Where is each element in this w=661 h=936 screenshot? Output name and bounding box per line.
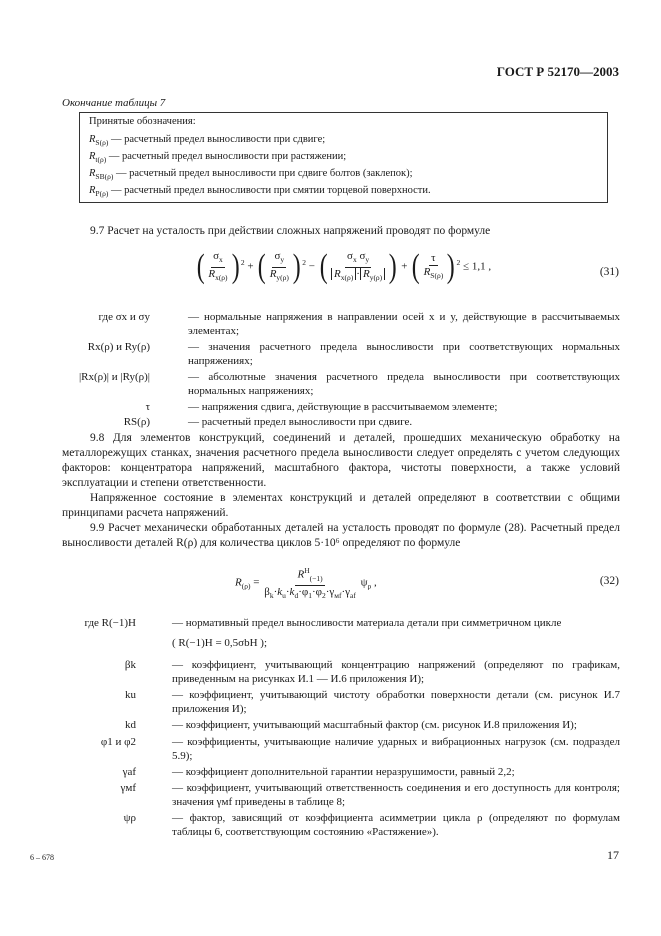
definition-row: γaf — коэффициент дополнительной гарантии неразрушимости, равный 2,2; (122, 766, 515, 778)
definition-row: φ1 и φ2 — коэффициенты, учитывающие наличие ударных и вибрационных нагрузок (см. подраздел 5.9); (100, 736, 620, 762)
document-id: ГОСТ Р 52170—2003 (496, 64, 619, 79)
definition-row: ( R(−1)H = 0,5σbH ); (172, 637, 268, 649)
legend-item: $R_{SB(\rho)}$ — расчетный предел выносливости при сдвиге болтов (заклепок); (89, 168, 413, 182)
legend-title: Принятые обозначения: (89, 116, 196, 127)
paragraph-9-8: 9.8 Для элементов конструкций, соединений и деталей, прошедших механическую обработку на металлорежущих станках, значения расчетного предела выносливости следует определять с учетом следующих факторов: концентратора напряжений, масштабного фактора, чистоты поверхности, а также условий эксплуатации и степени ответственности. (62, 432, 620, 489)
table-caption: Окончание таблицы 7 (62, 97, 166, 109)
equation-number: (31) (599, 266, 619, 278)
definition-row: ψρ — фактор, зависящий от коэффициента асимметрии цикла ρ (определяют по формулам таблицы 6, соответствующим состоянию «Растяжение»). (123, 812, 620, 838)
equation-31-rhs: ≤ 1,1 , (463, 260, 492, 273)
equation-number: (32) (599, 575, 619, 587)
definition-row: kd — коэффициент, учитывающий масштабный фактор (см. рисунок И.8 приложения И); (125, 719, 577, 731)
definition-row: βk — коэффициент, учитывающий концентрацию напряжений (определяют по графикам, приведенным на рисунках И.1 — И.6 приложения И); (124, 659, 620, 685)
legend-item: $R_{P(\rho)}$ — расчетный предел выносливости при смятии торцевой поверхности. (89, 185, 431, 199)
equation-32: $R_{(\rho)}$ = $\frac{R^H_{(-1)}}{\beta_k\cdot k_u\cdot k_d\cdot\varphi_1\cdot\varphi_2\cdot\gamma_{мf}\cdot\gamma_{af}}$ $\psi_\rho$ , (235, 566, 377, 601)
legend-item: $R_{S(\rho)}$ — расчетный предел выносливости при сдвиге; (89, 134, 326, 148)
paragraph-9-9: 9.9 Расчет механически обработанных деталей на усталость проводят по формуле (28). Расчетный предел выносливости деталей R(ρ) для количества циклов 5·10⁶ определяют по формуле (62, 522, 620, 549)
equation-31: ( $\frac{\sigma_x}{R_{x(\rho)}}$ ) $^2$ + ( $\frac{\sigma_y}{R_{y(\rho)}}$ ) $^2$ − ( $\frac{\sigma_x \sigma_y}{R_{x(\rho)} \cdot R_{y(\rho)}}$ ) + ( $\frac{\tau}{R_{S(\rho)}}$ ) $^2$ ≤ 1,1 , (196, 248, 492, 285)
definition-row: Rx(ρ) и Ry(ρ) — значения расчетного предела выносливости при соответствующих нормальных напряжениях; (87, 341, 620, 367)
legend-table (79, 112, 608, 203)
definition-row: |Rx(ρ)| и |Ry(ρ)| — абсолютные значения расчетного предела выносливости при соответствующих нормальных напряжениях; (78, 371, 620, 397)
definition-row: ku — коэффициент, учитывающий чистоту обработки поверхности детали (см. рисунок И.7 приложения И); (125, 689, 620, 715)
definition-row: где R(−1)H — нормативный предел выносливости материала детали при симметричном цикле (84, 617, 562, 629)
definition-row: RS(ρ) — расчетный предел выносливости при сдвиге. (123, 416, 413, 428)
page-number: 17 (607, 848, 619, 862)
footer-print-code: 6 – 678 (30, 853, 54, 862)
paragraph-9-7: 9.7 Расчет на усталость при действии сложных напряжений проводят по формуле (90, 225, 491, 237)
paragraph-9-8-state: Напряженное состояние в элементах конструкций и деталей определяют в соответствии с общими принципами расчета напряжений. (62, 492, 620, 519)
definition-row: γмf — коэффициент, учитывающий ответственность соединения и его доступность для контроля; значения γмf приведены в таблице 8; (120, 782, 620, 808)
definition-row: где σx и σy — нормальные напряжения в направлении осей x и y, действующие в рассчитываемых элементах; (98, 311, 620, 337)
legend-item: $R_{t(\rho)}$ — расчетный предел выносливости при растяжении; (89, 151, 347, 165)
definition-row: τ — напряжения сдвига, действующие в рассчитываемом элементе; (145, 401, 498, 413)
